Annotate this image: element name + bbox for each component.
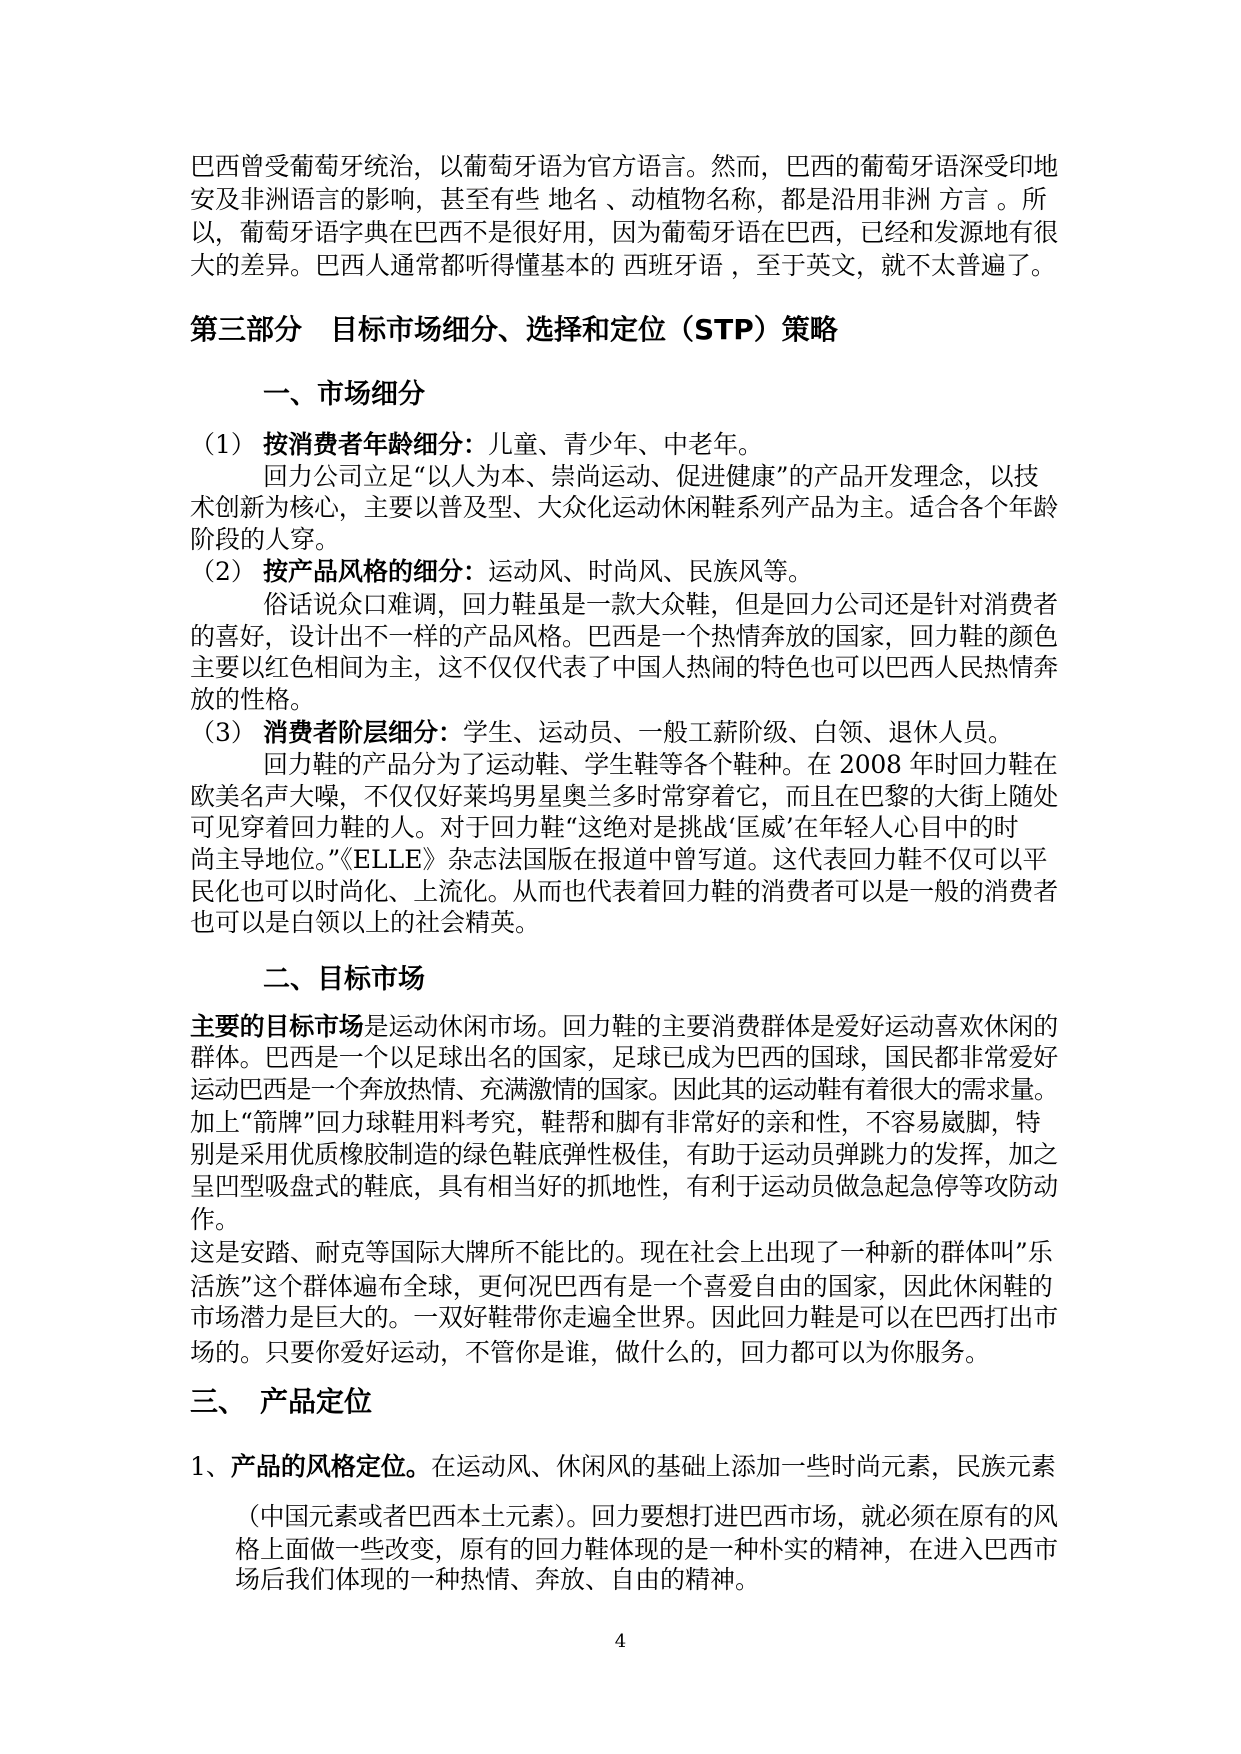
line-text: 民化也可以时尚化、上流化。从而也代表着回力鞋的消费者可以是一般的消费者 — [190, 877, 1059, 906]
line-text: 也可以是白领以上的社会精英。 — [190, 908, 541, 937]
text-line — [235, 1534, 1058, 1566]
line-text: 欧美名声大噪，不仅仅好莱坞男星奥兰多时常穿着它，而且在巴黎的大街上随处 — [190, 782, 1059, 811]
line-text: 第三部分 目标市场细分、选择和定位（STP）策略 — [190, 313, 838, 346]
text-line — [190, 1011, 1058, 1043]
line-text: （中国元素或者巴西本土元素）。回力要想打进巴西市场，就必须在原有的风 — [235, 1502, 1058, 1531]
text-line — [190, 812, 1058, 844]
text-line — [190, 1139, 1058, 1171]
line-text: 俗话说众口难调，回力鞋虽是一款大众鞋，但是回力公司还是针对消费者 — [263, 590, 1059, 619]
text-line — [190, 717, 1058, 749]
line-text: 运动巴西是一个奔放热情、充满激情的国家。因此其的运动鞋有着很大的需求量。 — [190, 1075, 1059, 1104]
text-line — [263, 589, 1058, 621]
text-line — [190, 1451, 1058, 1483]
text-line — [190, 652, 1058, 684]
line-text: 安及非洲语言的影响，甚至有些 地名 、动植物名称，都是沿用非洲 方言 。所 — [190, 185, 1047, 214]
line-text: 是运动休闲市场。回力鞋的主要消费群体是爱好运动喜欢休闲的 — [363, 1012, 1059, 1041]
line-text: 加上“箭牌”回力球鞋用料考究，鞋帮和脚有非常好的亲和性，不容易崴脚，特 — [190, 1108, 1041, 1137]
line-text: 作。 — [190, 1205, 241, 1234]
text-line — [190, 1271, 1058, 1303]
line-text: 呈凹型吸盘式的鞋底，具有相当好的抓地性，有利于运动员做急起急停等攻防动 — [190, 1172, 1059, 1201]
page-number: 4 — [614, 1631, 627, 1652]
text-line — [190, 1337, 1058, 1369]
line-text: 阶段的人穿。 — [190, 525, 341, 554]
text-line — [190, 524, 1058, 556]
line-text: 别是采用优质橡胶制造的绿色鞋底弹性极佳，有助于运动员弹跳力的发挥，加之 — [190, 1140, 1059, 1169]
text-line — [190, 250, 1058, 282]
line-text: 大的差异。巴西人通常都听得懂基本的 西班牙语 ，至于英文，就不太普遍了。 — [190, 251, 1056, 280]
bold-label: 按产品风格的细分： — [263, 557, 489, 586]
text-line — [190, 429, 1058, 461]
text-line — [190, 781, 1058, 813]
text-line — [190, 1237, 1058, 1269]
line-text: 活族”这个群体遍布全球，更何况巴西有是一个喜爱自由的国家，因此休闲鞋的 — [190, 1272, 1053, 1301]
line-text: 儿童、青少年、中老年。 — [488, 430, 764, 459]
section-heading — [263, 960, 1058, 1000]
line-text: 回力鞋的产品分为了运动鞋、学生鞋等各个鞋种。在 2008 年时回力鞋在 — [263, 750, 1058, 779]
text-line — [190, 151, 1058, 183]
list-marker: （2） — [190, 557, 256, 586]
line-text: 可见穿着回力鞋的人。对于回力鞋“这绝对是挑战‘匡威’在年轻人心目中的时 — [190, 813, 1019, 842]
line-text: 格上面做一些改变，原有的回力鞋体现的是一种朴实的精神，在进入巴西市 — [235, 1535, 1059, 1564]
text-line — [190, 492, 1058, 524]
section-heading — [263, 375, 1058, 415]
list-marker: （3） — [190, 718, 256, 747]
line-text: 三、 产品定位 — [190, 1385, 373, 1418]
line-text: 市场潜力是巨大的。一双好鞋带你走遍全世界。因此回力鞋是可以在巴西打出市 — [190, 1303, 1059, 1332]
line-text: 二、目标市场 — [263, 964, 425, 995]
text-line — [190, 184, 1058, 216]
line-text: 群体。巴西是一个以足球出名的国家，足球已成为巴西的国球，国民都非常爱好 — [190, 1043, 1059, 1072]
line-text: 以，葡萄牙语字典在巴西不是很好用，因为葡萄牙语在巴西，已经和发源地有很 — [190, 218, 1059, 247]
text-line — [190, 621, 1058, 653]
list-marker: 1、 — [190, 1452, 231, 1481]
bold-label: 主要的目标市场 — [190, 1012, 364, 1041]
text-line — [190, 1042, 1058, 1074]
line-text: 的喜好，设计出不一样的产品风格。巴西是一个热情奔放的国家，回力鞋的颜色 — [190, 622, 1059, 651]
line-text: 巴西曾受葡萄牙统治，以葡萄牙语为官方语言。然而，巴西的葡萄牙语深受印地 — [190, 152, 1059, 181]
bold-label: 按消费者年龄细分： — [263, 430, 489, 459]
text-line — [190, 876, 1058, 908]
text-line — [190, 1171, 1058, 1203]
line-text: 这是安踏、耐克等国际大牌所不能比的。现在社会上出现了一种新的群体叫”乐 — [190, 1238, 1053, 1267]
text-line — [235, 1564, 1058, 1596]
bold-label: 产品的风格定位。 — [230, 1452, 431, 1481]
text-line — [263, 461, 1058, 493]
line-text: 术创新为核心，主要以普及型、大众化运动休闲鞋系列产品为主。适合各个年龄 — [190, 493, 1059, 522]
bold-label: 消费者阶层细分： — [263, 718, 464, 747]
section-heading — [190, 1382, 1058, 1422]
text-line — [190, 556, 1058, 588]
line-text: 尚主导地位。”《ELLE》杂志法国版在报道中曾写道。这代表回力鞋不仅可以平 — [190, 845, 1048, 874]
text-line — [263, 749, 1058, 781]
line-text: 学生、运动员、一般工薪阶级、白领、退休人员。 — [463, 718, 1014, 747]
line-text: 在运动风、休闲风的基础上添加一些时尚元素，民族元素 — [430, 1452, 1056, 1481]
line-text: 放的性格。 — [190, 685, 316, 714]
text-line — [190, 907, 1058, 939]
section-heading — [190, 310, 1058, 350]
line-text: 场后我们体现的一种热情、奔放、自由的精神。 — [235, 1565, 761, 1594]
text-line — [190, 1204, 1058, 1236]
line-text: 主要以红色相间为主，这不仅仅代表了中国人热闹的特色也可以巴西人民热情奔 — [190, 653, 1059, 682]
line-text: 回力公司立足“以人为本、崇尚运动、促进健康”的产品开发理念，以技 — [263, 462, 1039, 491]
line-text: 运动风、时尚风、民族风等。 — [488, 557, 814, 586]
list-marker: （1） — [190, 430, 256, 459]
line-text: 场的。只要你爱好运动，不管你是谁，做什么的，回力都可以为你服务。 — [190, 1338, 991, 1367]
text-line — [235, 1501, 1058, 1533]
text-line — [190, 844, 1058, 876]
text-line — [190, 1302, 1058, 1334]
text-line — [190, 1074, 1058, 1106]
text-line — [190, 1107, 1058, 1139]
text-line — [190, 217, 1058, 249]
line-text: 一、市场细分 — [263, 379, 425, 410]
text-line — [190, 684, 1058, 716]
